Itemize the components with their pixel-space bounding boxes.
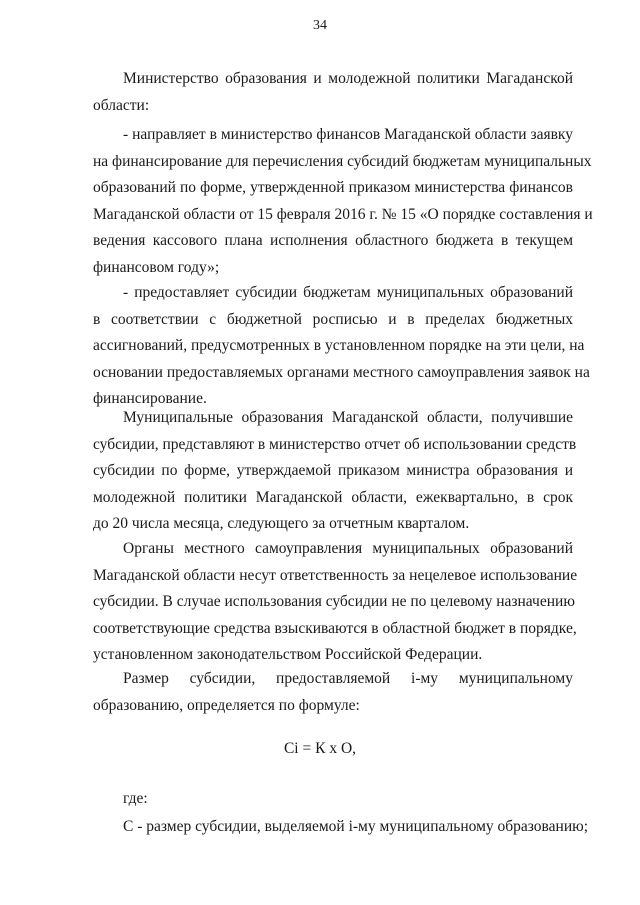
paragraph-bullet-subsidies xyxy=(93,280,590,413)
text-line: субсидии. В случае использования субсидии не по целевому назначению xyxy=(93,593,575,610)
text-line: Министерство образования и молодежной политики Магаданской xyxy=(123,70,573,87)
text-line: основании предоставляемых органами местного самоуправления заявок на xyxy=(93,363,590,381)
text-line: финансовом году»; xyxy=(93,258,220,276)
text-line: - предоставляет субсидии бюджетам муниципальных образований xyxy=(123,284,573,301)
formula: Ci = К х О, xyxy=(283,740,357,757)
paragraph-bullet-budget-request xyxy=(93,122,593,281)
paragraph-size-definition xyxy=(93,666,573,719)
text-line: установленном законодательством Российской Федерации. xyxy=(93,646,483,663)
paragraph-where xyxy=(93,786,573,813)
definition-line: С - размер субсидии, выделяемой i-му муниципальному образованию; xyxy=(123,818,589,835)
text-line: ассигнований, предусмотренных в установленном порядке на эти цели, на xyxy=(93,337,585,354)
text-line: ведения кассового плана исполнения областного бюджета в текущем xyxy=(93,232,573,249)
paragraph-definition xyxy=(93,814,589,841)
text-line: финансирование. xyxy=(93,390,207,407)
where-label: где: xyxy=(123,790,148,807)
text-line: в соответствии с бюджетной росписью и в пределах бюджетных xyxy=(93,310,573,328)
text-line: области: xyxy=(93,96,150,114)
text-line: Магаданской области от 15 февраля 2016 г. № 15 «О порядке составления и xyxy=(93,205,593,223)
paragraph-reporting xyxy=(93,405,577,538)
text-line: субсидии по форме, утверждаемой приказом министра образования и xyxy=(93,462,573,479)
text-line: Магаданской области несут ответственность за нецелевое использование xyxy=(93,566,578,584)
text-line: на финансирование для перечисления субсидий бюджетам муниципальных xyxy=(93,152,592,170)
text-line: образованию, определяется по формуле: xyxy=(93,696,360,714)
text-line: Размер субсидии, предоставляемой i-му муниципальному xyxy=(123,670,573,687)
text-line: молодежной политики Магаданской области, ежеквартально, в срок xyxy=(93,488,573,506)
text-line: Органы местного самоуправления муниципальных образований xyxy=(123,540,573,557)
text-line: до 20 числа месяца, следующего за отчетным кварталом. xyxy=(93,515,470,532)
text-line: соответствующие средства взыскиваются в областной бюджет в порядке, xyxy=(93,619,577,637)
text-line: - направляет в министерство финансов Магаданской области заявку xyxy=(123,126,573,143)
text-line: субсидии, представляют в министерство отчет об использовании средств xyxy=(93,435,577,453)
text-line: образований по форме, утвержденной приказом министерства финансов xyxy=(93,179,573,196)
paragraph-ministry-intro xyxy=(93,66,573,119)
text-line: Муниципальные образования Магаданской области, получившие xyxy=(123,409,573,426)
page-number: 34 xyxy=(313,18,327,33)
paragraph-responsibility xyxy=(93,536,578,669)
